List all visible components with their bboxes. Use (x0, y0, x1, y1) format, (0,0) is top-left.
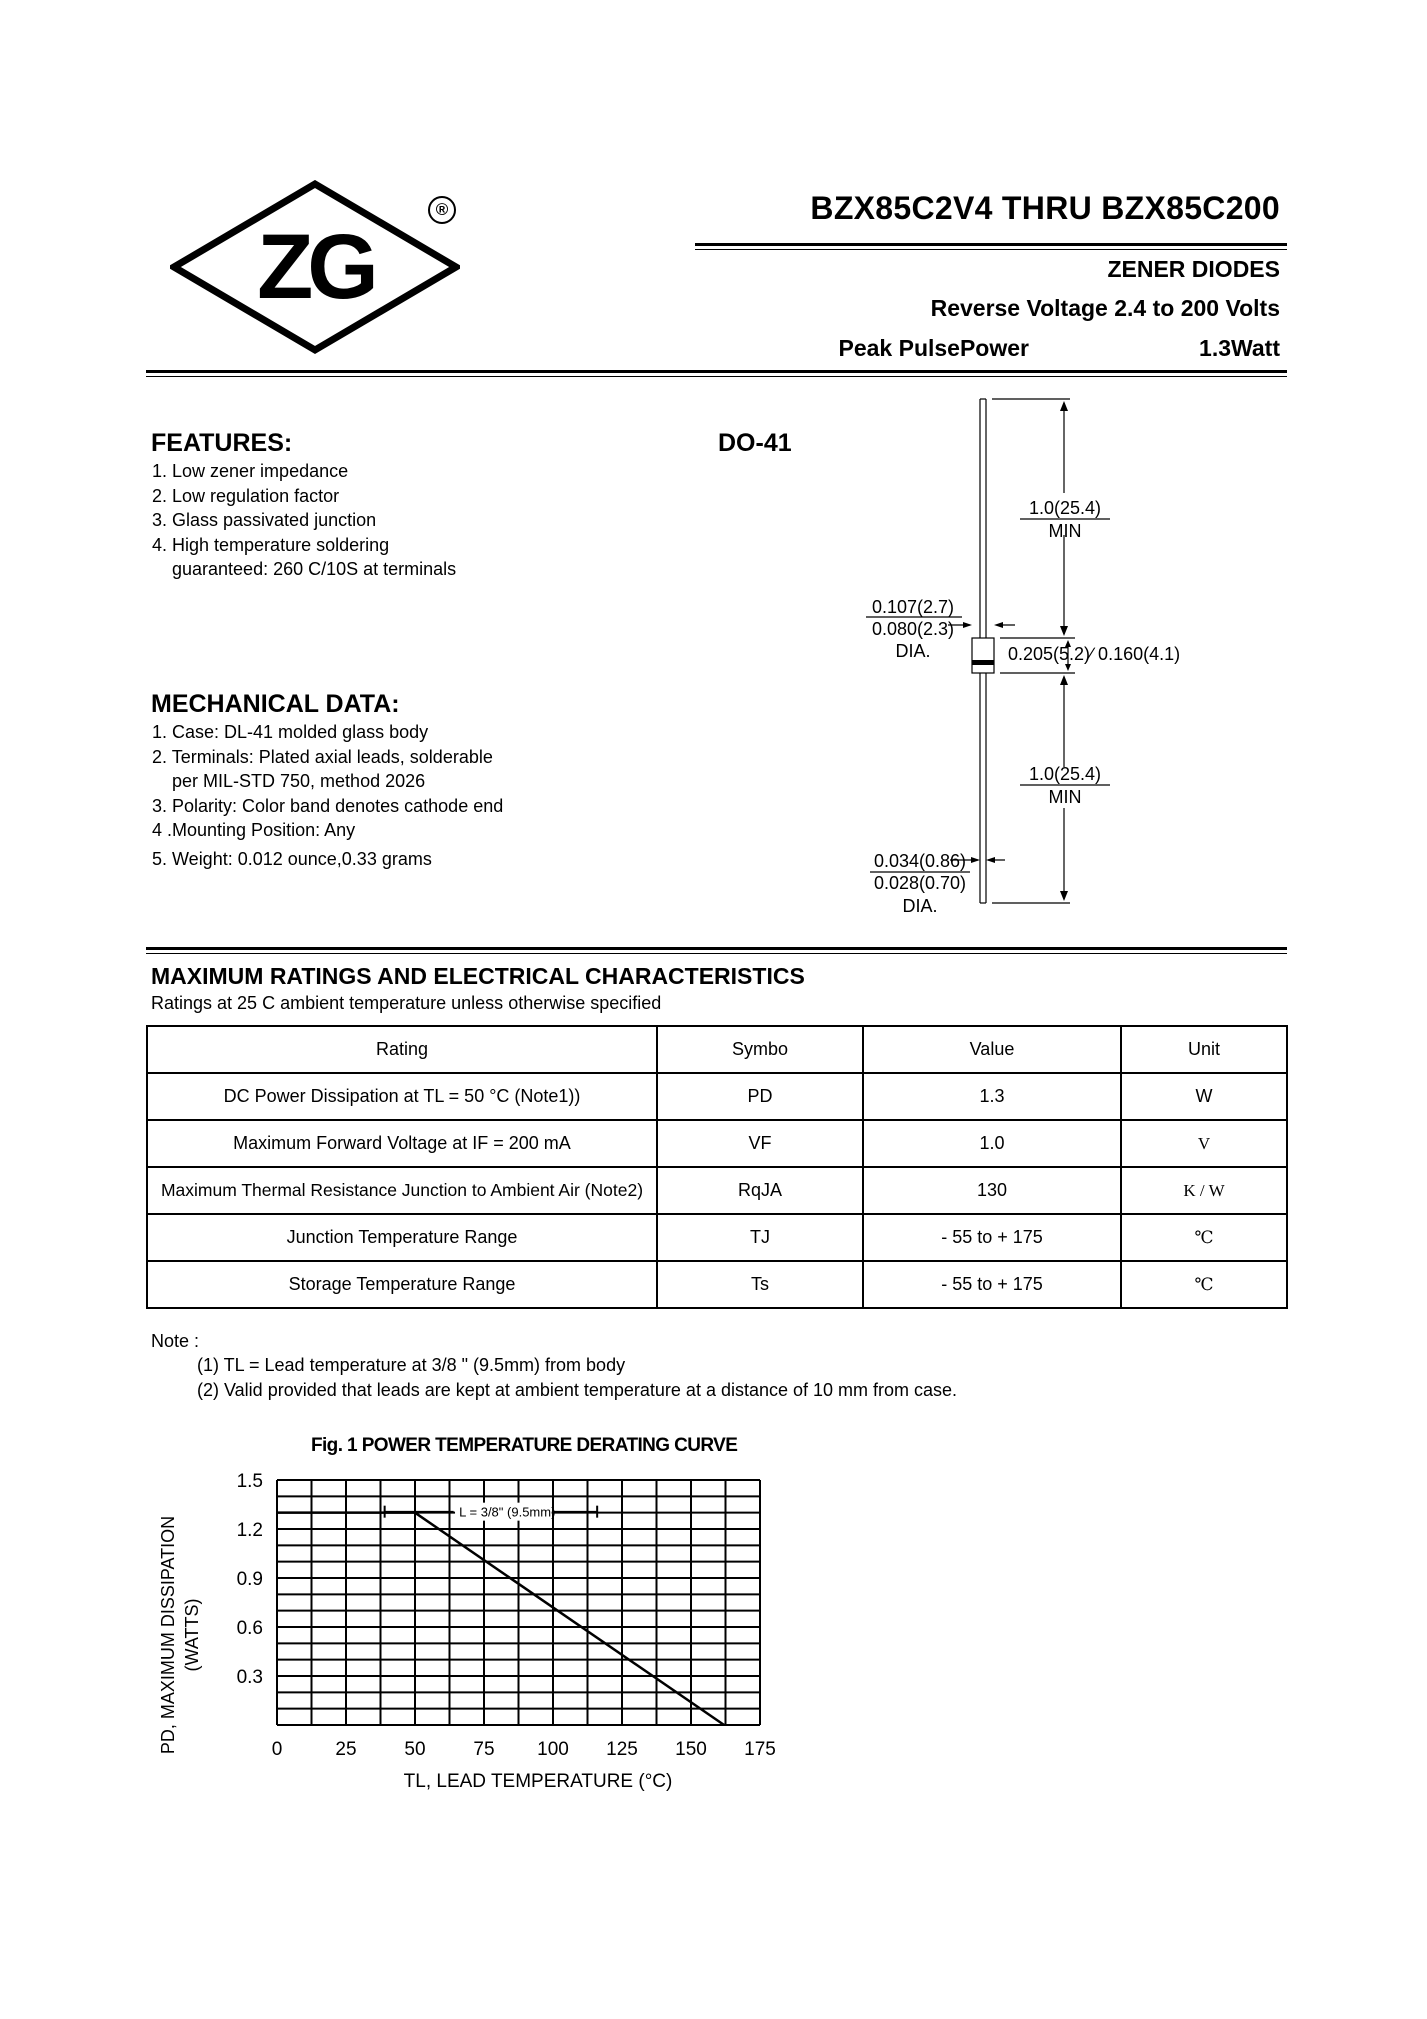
note-item: (2) Valid provided that leads are kept at ambient temperature at a distance of 10 mm from case. (197, 1380, 958, 1400)
x-tick-label: 50 (404, 1739, 426, 1760)
dim-lead-length-bottom-min: MIN (1048, 787, 1082, 807)
x-tick-label: 100 (537, 1739, 569, 1760)
mechanical-item: 2. Terminals: Plated axial leads, solderable (152, 746, 493, 767)
column-header: Value (863, 1026, 1121, 1073)
mechanical-item: per MIL-STD 750, method 2026 (172, 771, 426, 791)
logo-text: ZG (257, 216, 373, 318)
ratings-rule (146, 947, 1287, 950)
header-rule (146, 370, 1287, 373)
dim-lead-dia-label: DIA. (902, 896, 938, 916)
mechanical-heading: MECHANICAL DATA: (151, 690, 400, 718)
symbol-cell: PD (657, 1073, 863, 1120)
chart-title: Fig. 1 POWER TEMPERATURE DERATING CURVE (311, 1435, 738, 1456)
symbol-cell: Ts (657, 1261, 863, 1308)
table-row (147, 1167, 1287, 1214)
y-tick-label: 0.6 (236, 1618, 263, 1639)
note-item: (1) TL = Lead temperature at 3/8 " (9.5mm) from body (197, 1355, 626, 1375)
document-title: BZX85C2V4 THRU BZX85C200 (810, 190, 1280, 226)
features-heading: FEATURES: (151, 429, 293, 457)
mechanical-item: 1. Case: DL-41 molded glass body (152, 722, 429, 742)
peak-power-value: 1.3Watt (1199, 335, 1280, 361)
dim-lead-dia-min: 0.028(0.70) (873, 873, 967, 893)
table-row (147, 1214, 1287, 1261)
mechanical-item: 5. Weight: 0.012 ounce,0.33 grams (152, 848, 432, 869)
feature-item: guaranteed: 260 C/10S at terminals (172, 559, 457, 579)
column-header: Rating (147, 1026, 657, 1073)
mechanical-list (152, 720, 503, 871)
chart-ylabel: PD, MAXIMUM DISSIPATION (158, 1515, 178, 1755)
title-rule (695, 243, 1287, 246)
registered-mark: ® (428, 196, 456, 224)
dim-body-dia-max: 0.107(2.7) (871, 597, 955, 617)
x-tick-label: 125 (606, 1739, 638, 1760)
y-tick-label: 1.5 (236, 1471, 263, 1492)
reverse-voltage: Reverse Voltage 2.4 to 200 Volts (930, 295, 1280, 321)
rating-cell: DC Power Dissipation at TL = 50 °C (Note1)) (147, 1073, 657, 1120)
value-cell: 130 (863, 1167, 1121, 1214)
x-tick-label: 25 (335, 1739, 357, 1760)
column-header: Symbo (657, 1026, 863, 1073)
features-list (152, 459, 456, 582)
package-name: DO-41 (718, 429, 792, 457)
title-rule-thin (695, 249, 1287, 250)
ratings-subheading: Ratings at 25 C ambient temperature unless otherwise specified (151, 993, 662, 1013)
rating-cell: Junction Temperature Range (147, 1214, 657, 1261)
value-cell: - 55 to + 175 (863, 1261, 1121, 1308)
dim-body-dia-label: DIA. (895, 641, 931, 661)
dim-lead-length-bottom: 1.0(25.4) (1028, 764, 1102, 784)
ratings-rule-thin (146, 953, 1287, 954)
y-tick-label: 1.2 (236, 1520, 263, 1541)
unit-cell: ℃ (1121, 1214, 1287, 1261)
header-rule-thin (146, 376, 1287, 377)
unit-cell: V (1121, 1120, 1287, 1167)
derating-chart (150, 1470, 790, 1800)
feature-item: 4. High temperature soldering (152, 534, 390, 555)
unit-cell: W (1121, 1073, 1287, 1120)
peak-power-label: Peak PulsePower (838, 335, 1029, 361)
x-tick-label: 175 (744, 1739, 776, 1760)
ratings-table (146, 1025, 1288, 1309)
symbol-cell: TJ (657, 1214, 863, 1261)
company-logo (170, 180, 460, 355)
chart-xlabel: TL, LEAD TEMPERATURE (°C) (403, 1771, 673, 1792)
x-tick-label: 75 (473, 1739, 495, 1760)
notes-label: Note : (151, 1331, 200, 1351)
value-cell: - 55 to + 175 (863, 1214, 1121, 1261)
column-header: Unit (1121, 1026, 1287, 1073)
feature-item: 2. Low regulation factor (152, 485, 340, 506)
chart-annotation: L = 3/8" (9.5mm) (459, 1504, 556, 1520)
table-row (147, 1261, 1287, 1308)
dim-body-length: 0.205(5.2)∕ 0.160(4.1) (1008, 644, 1180, 664)
symbol-cell: VF (657, 1120, 863, 1167)
value-cell: 1.0 (863, 1120, 1121, 1167)
rating-cell: Maximum Forward Voltage at IF = 200 mA (147, 1120, 657, 1167)
product-type: ZENER DIODES (1107, 256, 1280, 282)
x-tick-label: 150 (675, 1739, 707, 1760)
dim-lead-length-top-min: MIN (1048, 521, 1082, 541)
mechanical-item: 3. Polarity: Color band denotes cathode end (152, 795, 504, 816)
y-tick-label: 0.9 (236, 1569, 263, 1590)
feature-item: 3. Glass passivated junction (152, 510, 377, 530)
table-row (147, 1120, 1287, 1167)
value-cell: 1.3 (863, 1073, 1121, 1120)
table-row (147, 1073, 1287, 1120)
symbol-cell: RqJA (657, 1167, 863, 1214)
mechanical-item: 4 .Mounting Position: Any (152, 820, 356, 840)
x-tick-label: 0 (271, 1739, 283, 1760)
feature-item: 1. Low zener impedance (152, 461, 349, 481)
table-header-row (147, 1026, 1287, 1073)
unit-cell: ℃ (1121, 1261, 1287, 1308)
chart-ylabel-unit: (WATTS) (182, 1598, 202, 1672)
dim-lead-dia-max: 0.034(0.86) (873, 851, 967, 871)
dim-body-dia-min: 0.080(2.3) (871, 619, 955, 639)
dim-lead-length-top: 1.0(25.4) (1028, 498, 1102, 518)
rating-cell: Maximum Thermal Resistance Junction to Ambient Air (Note2) (147, 1167, 657, 1214)
unit-cell: K / W (1121, 1167, 1287, 1214)
rating-cell: Storage Temperature Range (147, 1261, 657, 1308)
ratings-heading: MAXIMUM RATINGS AND ELECTRICAL CHARACTERISTICS (151, 963, 805, 989)
package-outline-drawing (850, 395, 1180, 925)
y-tick-label: 0.3 (236, 1667, 263, 1688)
